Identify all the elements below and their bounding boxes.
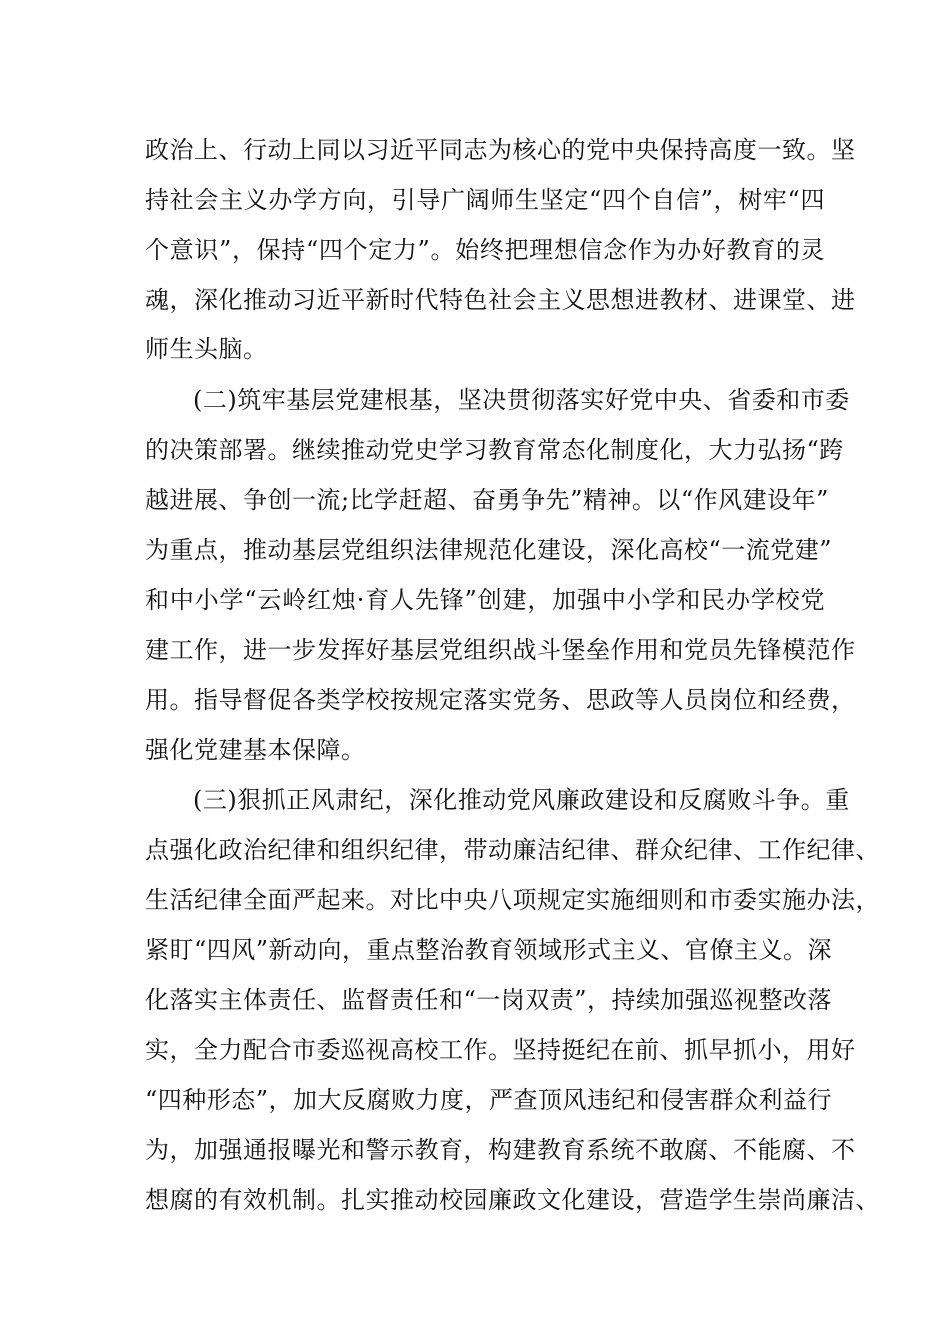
- text-line: 的决策部署。继续推动党史学习教育常态化制度化，大力弘扬“跨: [145, 436, 844, 464]
- text-line: 越进展、争创一流;比学赶超、奋勇争先”精神。以“作风建设年”: [145, 486, 829, 514]
- text-line: 持社会主义办学方向，引导广阔师生坚定“四个自信”，树牢“四: [145, 186, 825, 214]
- text-line: 生活纪律全面严起来。对比中央八项规定实施细则和市委实施办法，: [145, 886, 880, 914]
- text-line: 用。指导督促各类学校按规定落实党务、思政等人员岗位和经费，: [145, 686, 856, 714]
- text-line: 魂，深化推动习近平新时代特色社会主义思想进教材、进课堂、进: [145, 286, 856, 314]
- text-line: 点强化政治纪律和组织纪律，带动廉洁纪律、群众纪律、工作纪律、: [145, 836, 880, 864]
- text-line: 个意识”，保持“四个定力”。始终把理想信念作为办好教育的灵: [145, 236, 825, 264]
- paragraph-heading-line: (二)筑牢基层党建根基，坚决贯彻落实好党中央、省委和市委: [193, 386, 850, 414]
- text-line: 和中小学“云岭红烛·育人先锋”创建，加强中小学和民办学校党: [145, 586, 825, 614]
- text-line: “四种形态”，加大反腐败力度，严查顶风违纪和侵害群众利益行: [145, 1086, 833, 1114]
- text-line: 建工作，进一步发挥好基层党组织战斗堡垒作用和党员先锋模范作: [145, 636, 856, 664]
- paragraph-heading-line: (三)狠抓正风肃纪，深化推动党风廉政建设和反腐败斗争。重: [193, 786, 850, 814]
- text-line: 师生头脑。: [145, 335, 268, 363]
- text-line: 为，加强通报曝光和警示教育，构建教育系统不敢腐、不能腐、不: [145, 1136, 856, 1164]
- text-line: 政治上、行动上同以习近平同志为核心的党中央保持高度一致。坚: [145, 136, 856, 164]
- text-line: 紧盯“四风”新动向，重点整治教育领域形式主义、官僚主义。深: [145, 936, 833, 964]
- text-line: 化落实主体责任、监督责任和“一岗双责”，持续加强巡视整改落: [145, 986, 833, 1014]
- text-line: 实，全力配合市委巡视高校工作。坚持挺纪在前、抓早抓小，用好: [145, 1036, 856, 1064]
- text-line: 想腐的有效机制。扎实推动校园廉政文化建设，营造学生崇尚廉洁、: [145, 1186, 880, 1214]
- text-line: 强化党建基本保障。: [145, 736, 366, 764]
- text-line: 为重点，推动基层党组织法律规范化建设，深化高校“一流党建”: [145, 536, 833, 564]
